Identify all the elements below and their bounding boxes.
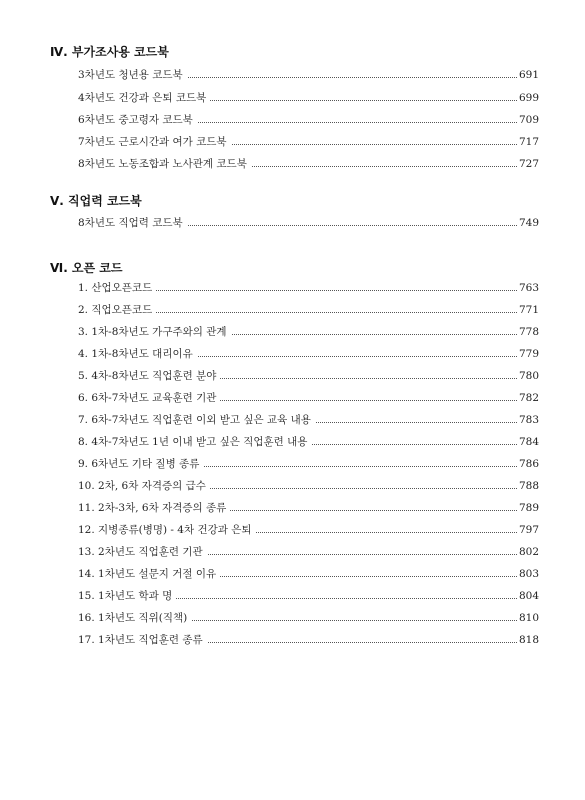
toc-entry[interactable]	[0, 90, 585, 106]
toc-entry[interactable]	[0, 588, 585, 604]
toc-entry-label: 12. 지병종류(병명) - 4차 건강과 은퇴	[78, 522, 256, 538]
toc-entry-label: 1. 산업오픈코드	[78, 280, 156, 296]
toc-entry-label: 7. 6차-7차년도 직업훈련 이외 받고 싶은 교육 내용	[78, 412, 315, 428]
toc-entry-label: 16. 1차년도 직위(직책)	[78, 610, 191, 626]
toc-entry-page: 749	[518, 217, 539, 229]
section-title-iv: Ⅳ. 부가조사용 코드북	[50, 45, 169, 59]
toc-entry-page: 727	[518, 158, 539, 170]
toc-entry-label: 6. 6차-7차년도 교육훈련 기관	[78, 390, 220, 406]
toc-entry[interactable]	[0, 478, 585, 494]
toc-entry-page: 771	[518, 304, 539, 316]
toc-entry-page: 789	[518, 502, 539, 514]
toc-entry-page: 818	[518, 634, 539, 646]
toc-entry[interactable]	[0, 456, 585, 472]
toc-entry-label: 2. 직업오픈코드	[78, 302, 156, 318]
toc-entry-page: 717	[518, 136, 539, 148]
toc-entry[interactable]	[0, 632, 585, 648]
toc-entry-label: 7차년도 근로시간과 여가 코드북	[78, 134, 231, 150]
toc-entry-label: 8차년도 직업력 코드북	[78, 215, 187, 231]
toc-entry[interactable]	[0, 522, 585, 538]
toc-entry[interactable]	[0, 544, 585, 560]
toc-entry-page: 797	[518, 524, 539, 536]
toc-entry-page: 709	[518, 114, 539, 126]
toc-entry-page: 780	[518, 370, 539, 382]
toc-entry-page: 691	[518, 69, 539, 81]
toc-entry[interactable]	[0, 156, 585, 172]
toc-entry-label: 5. 4차-8차년도 직업훈련 분야	[78, 368, 220, 384]
toc-entry-label: 6차년도 중고령자 코드북	[78, 112, 197, 128]
toc-entry[interactable]	[0, 324, 585, 340]
toc-entry[interactable]	[0, 368, 585, 384]
toc-entry-page: 782	[518, 392, 539, 404]
toc-entry-label: 3차년도 청년용 코드북	[78, 67, 187, 83]
toc-entry[interactable]	[0, 67, 585, 83]
toc-entry-label: 8. 4차-7차년도 1년 이내 받고 싶은 직업훈련 내용	[78, 434, 311, 450]
toc-entry-label: 14. 1차년도 설문지 거절 이유	[78, 566, 220, 582]
toc-entry-label: 11. 2차-3차, 6차 자격증의 종류	[78, 500, 230, 516]
toc-entry[interactable]	[0, 500, 585, 516]
toc-entry-page: 784	[518, 436, 539, 448]
toc-entry-page: 788	[518, 480, 539, 492]
toc-entry[interactable]	[0, 434, 585, 450]
toc-entry-page: 779	[518, 348, 539, 360]
toc-entry[interactable]	[0, 566, 585, 582]
toc-entry-page: 803	[518, 568, 539, 580]
toc-entry-page: 783	[518, 414, 539, 426]
section-title-v: Ⅴ. 직업력 코드북	[50, 194, 142, 208]
toc-entry[interactable]	[0, 302, 585, 318]
toc-entry-page: 804	[518, 590, 539, 602]
toc-entry[interactable]	[0, 390, 585, 406]
toc-entry[interactable]	[0, 412, 585, 428]
toc-entry-label: 4차년도 건강과 은퇴 코드북	[78, 90, 210, 106]
toc-entry[interactable]	[0, 112, 585, 128]
toc-entry-page: 699	[518, 92, 539, 104]
toc-entry-label: 13. 2차년도 직업훈련 기관	[78, 544, 207, 560]
toc-entry-label: 17. 1차년도 직업훈련 종류	[78, 632, 207, 648]
toc-entry-label: 9. 6차년도 기타 질병 종류	[78, 456, 203, 472]
toc-entry[interactable]	[0, 215, 585, 231]
toc-entry-page: 786	[518, 458, 539, 470]
toc-entry[interactable]	[0, 610, 585, 626]
toc-entry[interactable]	[0, 134, 585, 150]
toc-entry-page: 802	[518, 546, 539, 558]
section-title-vi: Ⅵ. 오픈 코드	[50, 261, 123, 275]
toc-entry-label: 10. 2차, 6차 자격증의 급수	[78, 478, 210, 494]
toc-entry-page: 763	[518, 282, 539, 294]
toc-entry-label: 15. 1차년도 학과 명	[78, 588, 176, 604]
toc-entry-page: 810	[518, 612, 539, 624]
toc-entry-label: 8차년도 노동조합과 노사관계 코드북	[78, 156, 251, 172]
toc-entry-label: 3. 1차-8차년도 가구주와의 관계	[78, 324, 231, 340]
toc-entry[interactable]	[0, 280, 585, 296]
toc-entry[interactable]	[0, 346, 585, 362]
toc-entry-label: 4. 1차-8차년도 대리이유	[78, 346, 197, 362]
toc-entry-page: 778	[518, 326, 539, 338]
